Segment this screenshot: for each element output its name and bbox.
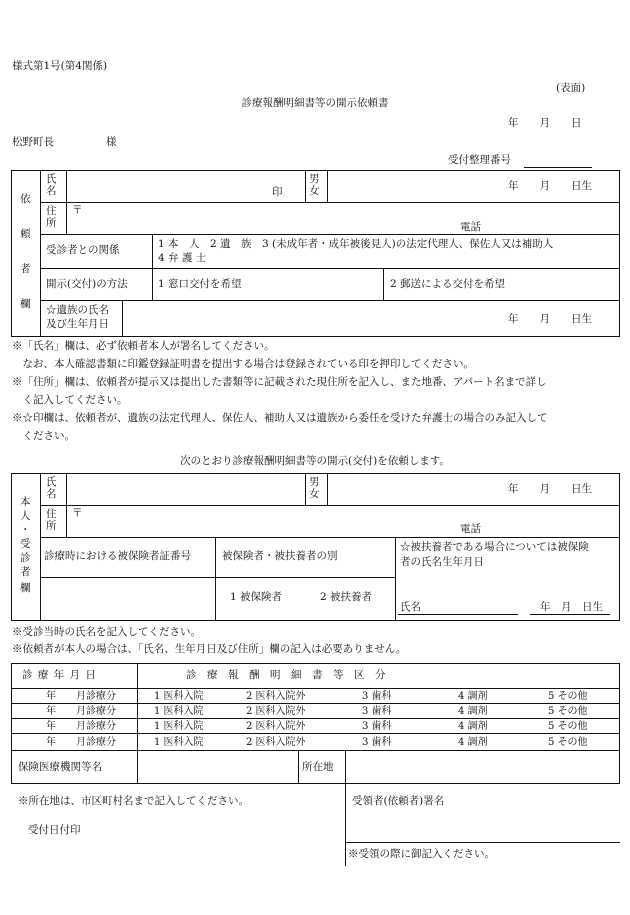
request-statement: 次のとおり診療報酬明細書等の開示(交付)を依頼します。 <box>180 455 450 467</box>
patient-side-label-6: 者 <box>20 566 31 578</box>
note-line: ※「住所」欄は、依頼者が提示又は提出した書類等に記載された現住所を記入し、また地番、アパート名まで詳し <box>12 376 547 388</box>
insured-option-2: 2 被扶養者 <box>320 591 373 603</box>
insured-type-label: 被保険者・被扶養者の別 <box>222 550 338 562</box>
note-line: ※依頼者が本人の場合は、「氏名、生年月日及び住所」欄の記入は必要ありません。 <box>12 643 407 655</box>
treatment-row-option: 5 その他 <box>548 721 588 732</box>
side-label: (表面) <box>556 82 586 94</box>
treatment-row-option: 1 医科入院 <box>154 737 204 748</box>
location-note: ※所在地は、市区町村名まで記入してください。 <box>18 795 249 807</box>
method-label: 開示(交付)の方法 <box>46 278 128 290</box>
treatment-row-option: 5 その他 <box>548 691 588 702</box>
relation-option-line-1: 1 本 人 2 遺 族 3 (未成年者・成年被後見人)の法定代理人、保佐人又は補助人 <box>158 238 554 250</box>
note-line: ください。 <box>12 430 75 442</box>
location-label: 所在地 <box>302 761 334 773</box>
relation-label: 受診者との関係 <box>46 244 120 256</box>
requester-address-label: 住所 <box>46 205 57 229</box>
insured-option-1: 1 被保険者 <box>230 591 283 603</box>
treatment-row-month: 年 月診療分 <box>46 721 116 732</box>
dependent-name-label: 氏名 <box>400 601 421 613</box>
document-title: 診療報酬明細書等の開示依頼書 <box>241 97 389 109</box>
receipt-number-line <box>524 167 592 168</box>
receipt-stamp-label: 受付日付印 <box>28 824 81 836</box>
treatment-row-option: 2 医科入院外 <box>246 691 306 702</box>
patient-birth: 年 月 日生 <box>508 483 592 495</box>
requester-birth: 年 月 日生 <box>508 180 592 192</box>
requester-sex-label: 男女 <box>309 173 320 197</box>
dependent-birth-line <box>530 614 610 615</box>
treatment-row-option: 3 歯科 <box>362 737 392 748</box>
form-number: 様式第1号(第4関係) <box>12 60 108 72</box>
patient-side-label-1: 本 <box>20 496 31 508</box>
treatment-row-option: 1 医科入院 <box>154 691 204 702</box>
treatment-row-option: 1 医科入院 <box>154 721 204 732</box>
patient-phone-label: 電話 <box>460 523 481 535</box>
relation-option-line-2: 4 弁 護 士 <box>158 252 207 264</box>
note-line: ※「氏名」欄は、必ず依頼者本人が署名してください。 <box>12 340 275 352</box>
seal-mark: 印 <box>272 186 283 198</box>
treatment-row-option: 3 歯科 <box>362 706 392 717</box>
addressee: 松野町長 <box>12 136 54 148</box>
treatment-row-option: 2 医科入院外 <box>246 706 306 717</box>
patient-side-label-2: 人 <box>20 510 31 522</box>
heir-label-1: ☆遺族の氏名 <box>46 304 109 316</box>
recipient-signature-label: 受領者(依頼者)署名 <box>352 795 445 807</box>
patient-side-label-4: 受 <box>20 538 31 550</box>
patient-sex-label: 男女 <box>309 476 320 500</box>
treatment-row-month: 年 月診療分 <box>46 737 116 748</box>
treatment-row-option: 4 調剤 <box>458 721 488 732</box>
requester-side-label-3: 者 <box>20 263 31 275</box>
treatment-row-option: 5 その他 <box>548 706 588 717</box>
treatment-row-month: 年 月診療分 <box>46 706 116 717</box>
method-option-window: 1 窓口交付を希望 <box>158 278 242 290</box>
dependent-note-1: ☆被扶養者である場合については被保険 <box>400 541 589 553</box>
requester-side-label-4: 欄 <box>20 298 31 310</box>
dependent-note-2: 者の氏名生年月日 <box>400 556 484 568</box>
insurance-number-label: 診療時における被保険者証番号 <box>44 550 191 562</box>
requester-phone-label: 電話 <box>460 221 481 233</box>
patient-postal-mark: 〒 <box>72 507 83 519</box>
treatment-row-month: 年 月診療分 <box>46 691 116 702</box>
treatment-row-option: 2 医科入院外 <box>246 721 306 732</box>
heir-label-2: 及び生年月日 <box>46 318 109 330</box>
requester-side-label-1: 依 <box>20 193 31 205</box>
treatment-class-header: 診 療 報 酬 明 細 書 等 区 分 <box>186 669 386 681</box>
note-line: なお、本人確認書類に印鑑登録証明書を提出する場合は登録されている印を押印してください。 <box>12 358 474 370</box>
patient-side-label-3: ・ <box>20 524 31 536</box>
treatment-row-option: 2 医科入院外 <box>246 737 306 748</box>
requester-postal-mark: 〒 <box>72 204 83 216</box>
recipient-note: ※受領の際に御記入ください。 <box>348 848 495 860</box>
facility-label: 保険医療機関等名 <box>18 761 102 773</box>
document-date: 年 月 日 <box>508 117 582 129</box>
requester-side-label-2: 頼 <box>20 228 31 240</box>
patient-address-label: 住所 <box>46 508 57 532</box>
treatment-date-header: 診 療 年 月 日 <box>22 669 97 681</box>
addressee-honorific: 様 <box>106 136 117 148</box>
dependent-name-line <box>398 614 518 615</box>
treatment-row-option: 3 歯科 <box>362 721 392 732</box>
dependent-birth: 年 月 日生 <box>540 601 603 613</box>
treatment-row-option: 3 歯科 <box>362 691 392 702</box>
patient-name-label: 氏名 <box>46 476 57 500</box>
note-line: く記入してください。 <box>12 394 128 406</box>
heir-birth: 年 月 日生 <box>508 313 592 325</box>
requester-name-label: 氏名 <box>46 173 57 197</box>
patient-side-label-7: 欄 <box>20 582 31 594</box>
patient-side-label-5: 診 <box>20 552 31 564</box>
treatment-row-option: 4 調剤 <box>458 691 488 702</box>
receipt-number-label: 受付整理番号 <box>448 154 511 166</box>
treatment-row-option: 5 その他 <box>548 737 588 748</box>
note-line: ※☆印欄は、依頼者が、遺族の法定代理人、保佐人、補助人又は遺族から委任を受けた弁護士の場合のみ記入して <box>12 412 548 424</box>
note-line: ※受診当時の氏名を記入してください。 <box>12 626 201 638</box>
treatment-row-option: 1 医科入院 <box>154 706 204 717</box>
treatment-row-option: 4 調剤 <box>458 706 488 717</box>
method-option-mail: 2 郵送による交付を希望 <box>390 278 506 290</box>
treatment-row-option: 4 調剤 <box>458 737 488 748</box>
